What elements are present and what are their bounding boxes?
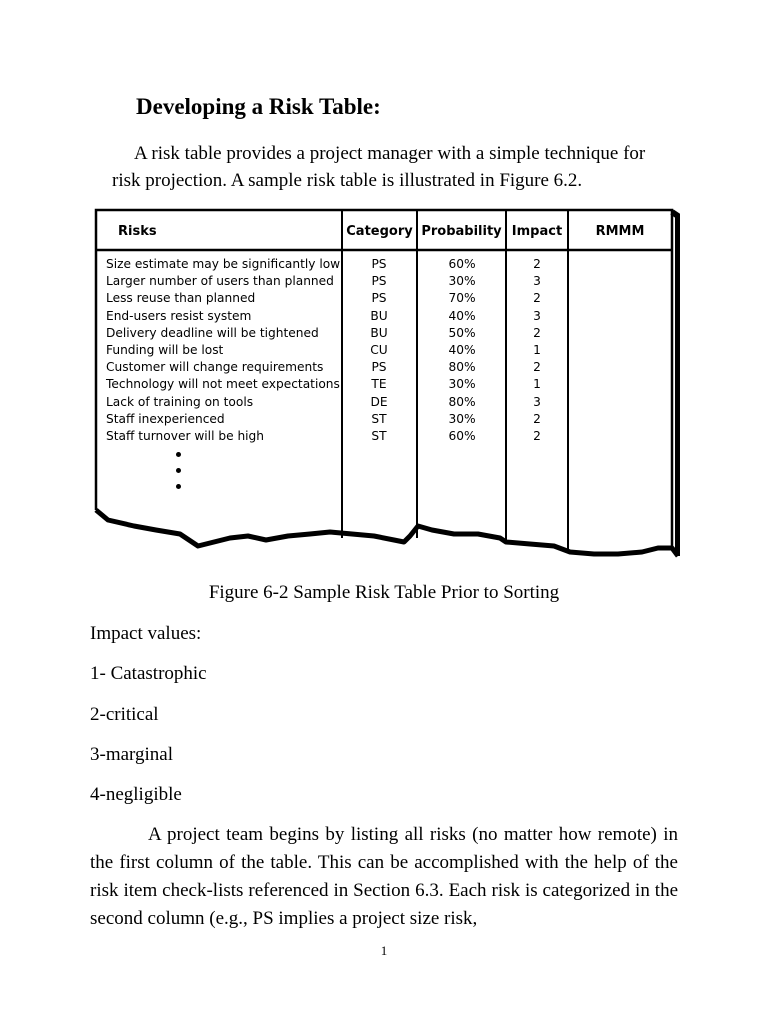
- ellipsis-dot: [176, 468, 181, 473]
- category-cell: ST: [371, 428, 387, 443]
- header-risks: Risks: [118, 224, 157, 239]
- impact-value-item: 4-negligible: [90, 784, 182, 805]
- table-row: [94, 411, 680, 428]
- impact-cell: 2: [533, 291, 541, 306]
- category-cell: PS: [371, 257, 387, 271]
- body-paragraph-text: A project team begins by listing all risks (no matter how remote) in the first column of the table. This can be accomplished with the help of the risk item check-lists referenced in Section 6.3. Each risk is categorized in the second column (e.g., PS implies a project size risk,: [90, 824, 678, 929]
- category-cell: TE: [371, 377, 387, 392]
- impact-cell: 2: [533, 257, 541, 271]
- probability-cell: 50%: [448, 325, 476, 340]
- impact-cell: 1: [533, 377, 541, 392]
- risk-rows: [94, 256, 680, 445]
- page-number: 1: [380, 943, 388, 958]
- risk-cell: Delivery deadline will be tightened: [106, 325, 319, 340]
- impact-cell: 3: [533, 274, 541, 289]
- header-probability: Probability: [421, 224, 502, 239]
- impact-cell: 3: [533, 308, 541, 323]
- probability-cell: 40%: [448, 308, 476, 323]
- category-cell: BU: [370, 325, 388, 340]
- impact-cell: 2: [533, 325, 541, 340]
- table-row: [94, 256, 680, 273]
- table-row: [94, 325, 680, 342]
- probability-cell: 30%: [448, 411, 476, 426]
- intro-line-2: risk projection. A sample risk table is illustrated in Figure 6.2.: [112, 170, 583, 191]
- probability-cell: 80%: [448, 394, 476, 409]
- category-cell: PS: [371, 274, 387, 289]
- probability-cell: 70%: [448, 291, 476, 306]
- table-row: [94, 376, 680, 393]
- impact-value-item: 3-marginal: [90, 744, 174, 765]
- risk-cell: Technology will not meet expectations: [106, 377, 340, 392]
- risk-cell: Less reuse than planned: [106, 291, 256, 306]
- ellipsis-dot: [176, 452, 181, 457]
- risk-cell: Lack of training on tools: [106, 394, 254, 409]
- impact-value-item: 2-critical: [90, 704, 159, 725]
- impact-cell: 2: [533, 428, 541, 443]
- risk-cell: Staff turnover will be high: [106, 428, 265, 443]
- impact-cell: 3: [533, 394, 541, 409]
- table-row: [94, 342, 680, 359]
- intro-paragraph: [112, 140, 682, 194]
- header-rmmm: RMMM: [595, 224, 645, 239]
- probability-cell: 40%: [448, 342, 476, 357]
- impact-cell: 2: [533, 411, 541, 426]
- impact-values-title: Impact values:: [90, 623, 202, 644]
- header-impact: Impact: [511, 224, 563, 239]
- intro-line-1: A risk table provides a project manager with a simple technique for: [134, 143, 646, 164]
- table-row: [94, 428, 680, 445]
- risk-cell: Customer will change requirements: [106, 360, 324, 375]
- table-row: [94, 394, 680, 411]
- probability-cell: 60%: [448, 428, 476, 443]
- table-row: [94, 273, 680, 290]
- category-cell: CU: [370, 342, 388, 357]
- category-cell: PS: [371, 360, 387, 375]
- risk-table-figure: [94, 208, 680, 560]
- risk-cell: Size estimate may be significantly low: [106, 257, 341, 271]
- probability-cell: 80%: [448, 360, 476, 375]
- category-cell: ST: [371, 411, 387, 426]
- figure-caption: Figure 6-2 Sample Risk Table Prior to Sorting: [208, 582, 560, 603]
- impact-value-item: 1- Catastrophic: [90, 663, 207, 684]
- probability-cell: 30%: [448, 274, 476, 289]
- impact-cell: 2: [533, 360, 541, 375]
- section-heading: Developing a Risk Table:: [136, 94, 381, 119]
- table-row: [94, 359, 680, 376]
- table-row: [94, 290, 680, 307]
- risk-cell: End-users resist system: [106, 308, 252, 323]
- header-category: Category: [346, 224, 413, 239]
- ellipsis-dot: [176, 484, 181, 489]
- risk-cell: Larger number of users than planned: [106, 274, 334, 289]
- table-row: [94, 308, 680, 325]
- probability-cell: 60%: [448, 257, 476, 271]
- body-paragraph: [90, 821, 678, 933]
- category-cell: DE: [370, 394, 388, 409]
- risk-cell: Funding will be lost: [106, 342, 224, 357]
- impact-cell: 1: [533, 342, 541, 357]
- probability-cell: 30%: [448, 377, 476, 392]
- category-cell: PS: [371, 291, 387, 306]
- risk-cell: Staff inexperienced: [106, 411, 225, 426]
- category-cell: BU: [370, 308, 388, 323]
